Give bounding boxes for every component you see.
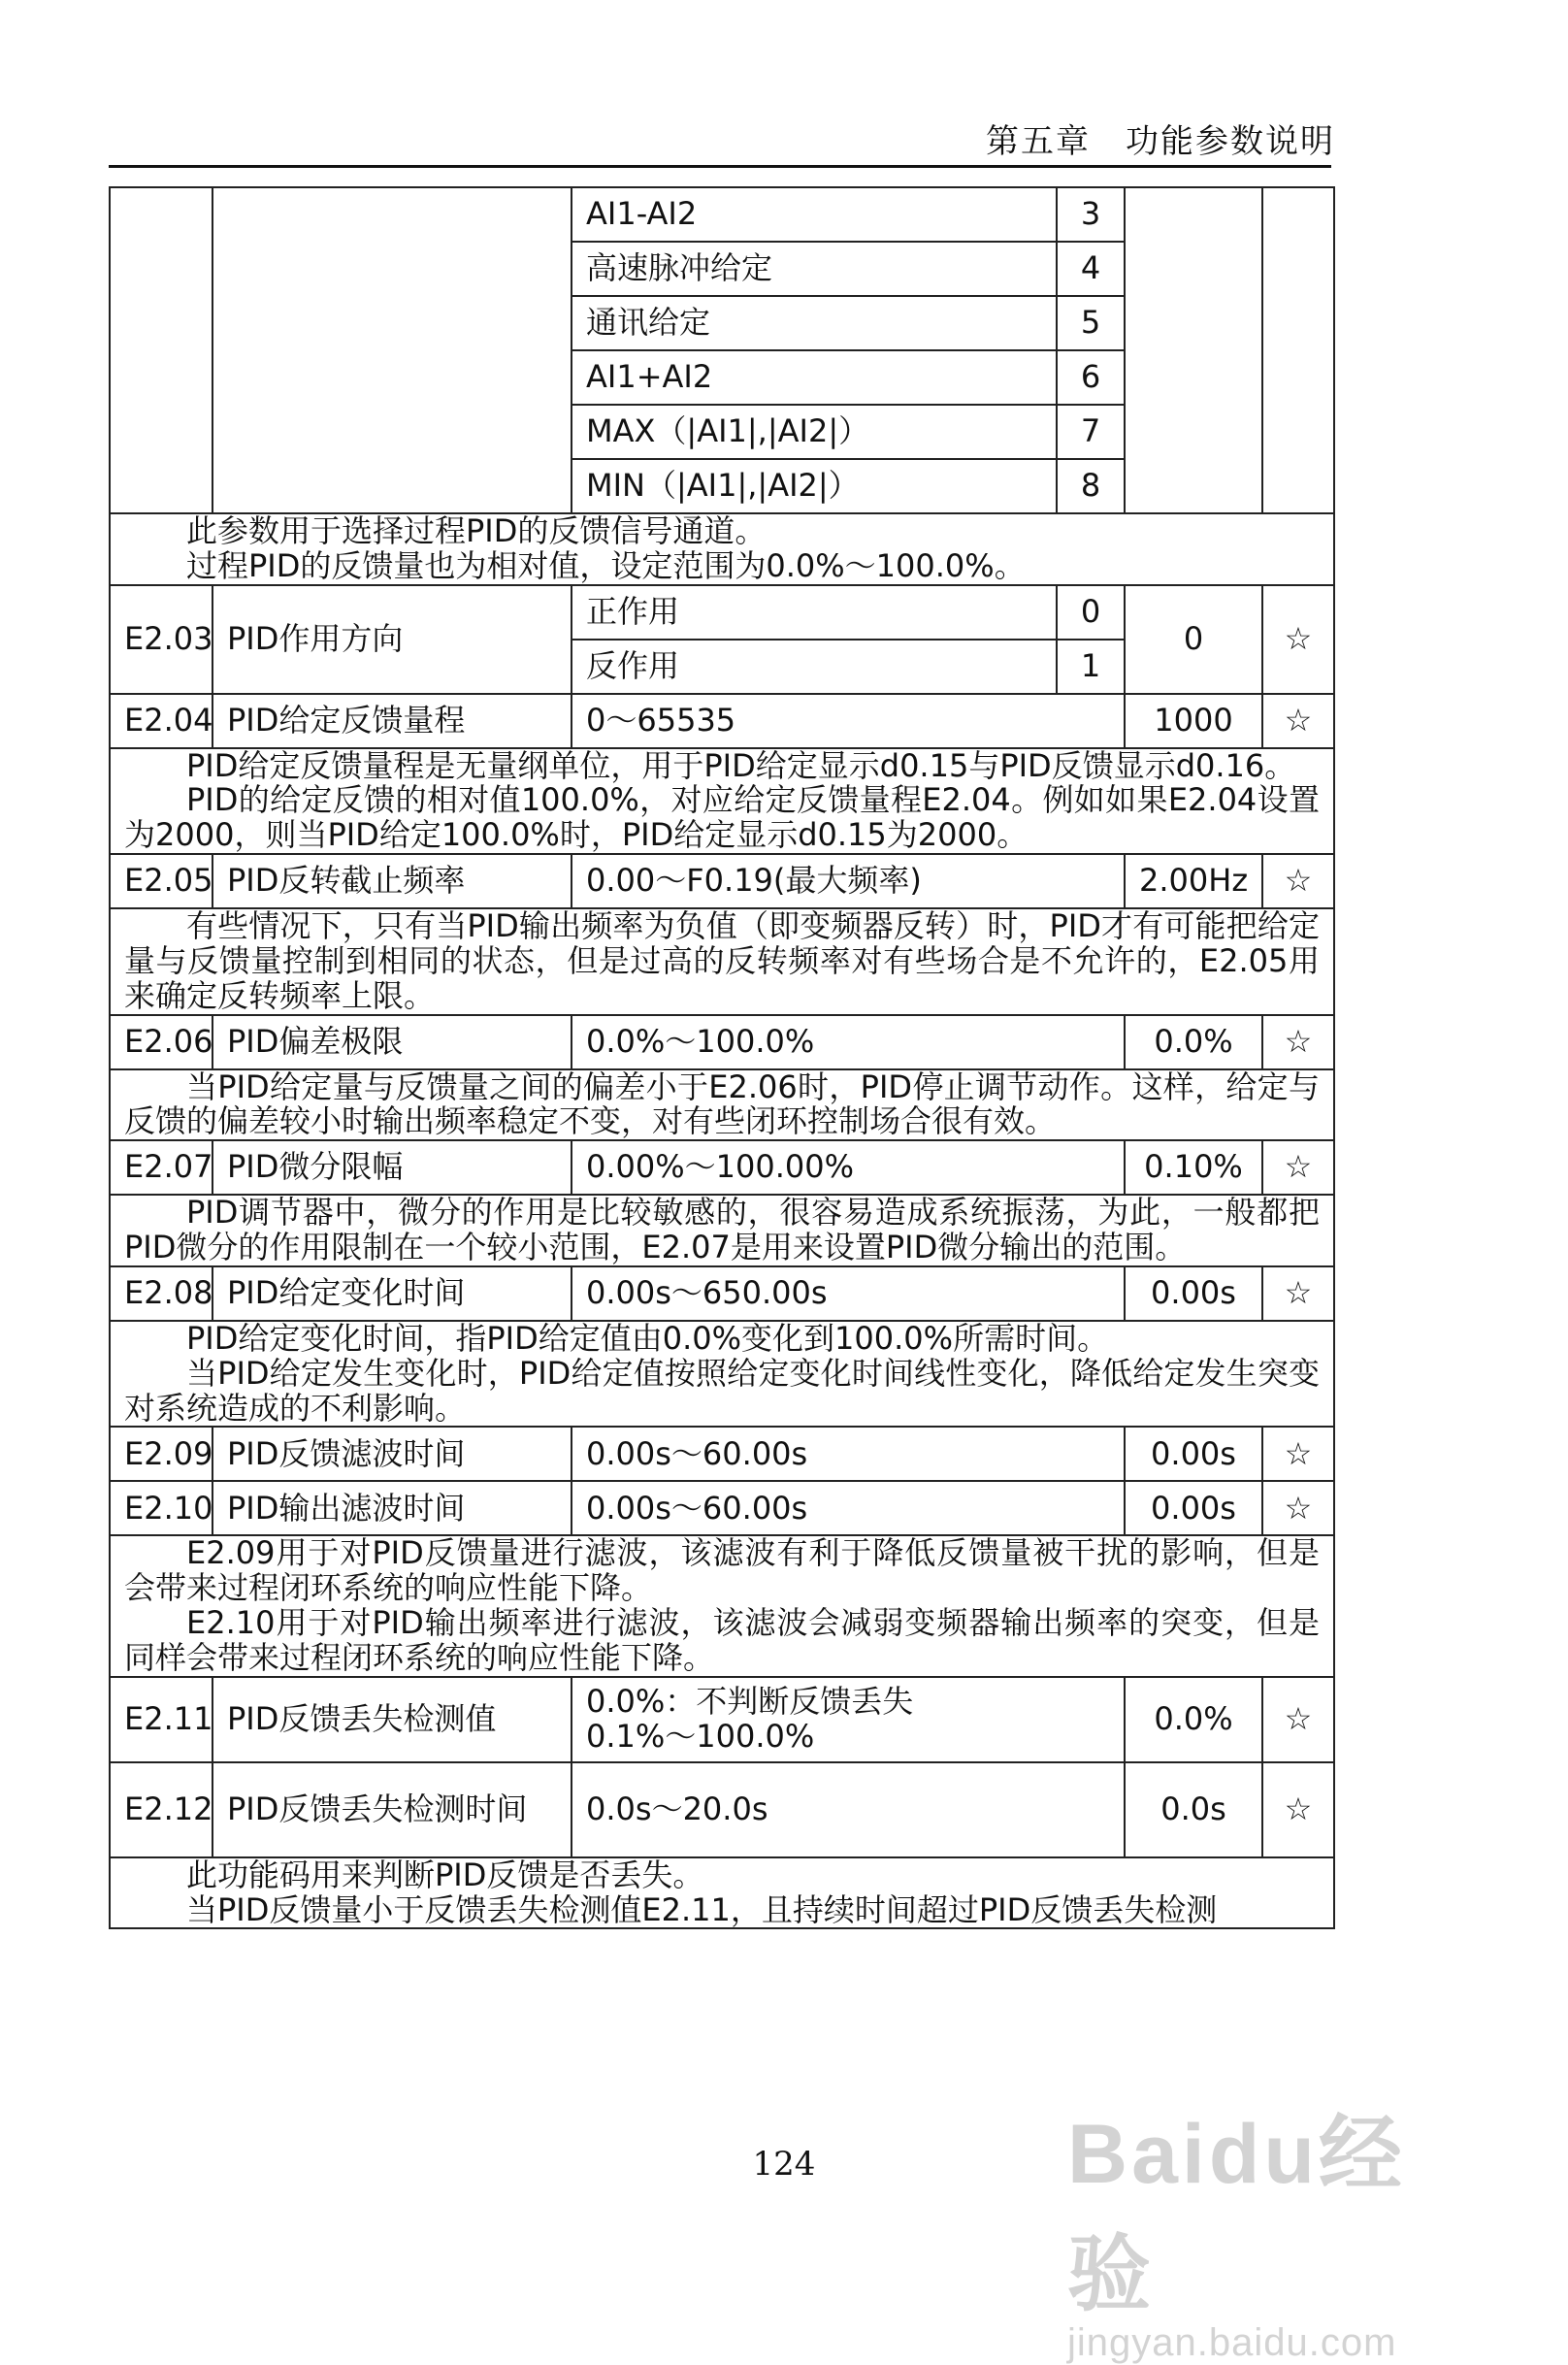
table-row	[110, 187, 1334, 242]
description-row	[110, 1857, 1334, 1929]
param-name: PID给定变化时间	[212, 1266, 572, 1321]
param-default: 0.0%	[1125, 1015, 1262, 1069]
description-row	[110, 1069, 1334, 1141]
description-row	[110, 513, 1334, 585]
option-value: 8	[1057, 459, 1125, 513]
description: PID调节器中，微分的作用是比较敏感的，很容易造成系统振荡，为此，一般都把PID微分的作用限制在一个较小范围，E2.07是用来设置PID微分输出的范围。	[110, 1195, 1334, 1266]
option-value: 0	[1057, 585, 1125, 640]
mark-cell	[1262, 187, 1334, 513]
param-name: PID给定反馈量程	[212, 694, 572, 748]
table-row	[110, 1427, 1334, 1481]
option-label: MAX（|AI1|,|AI2|）	[572, 405, 1057, 459]
param-range: 0～65535	[572, 694, 1125, 748]
option-value: 3	[1057, 187, 1125, 242]
description-row	[110, 748, 1334, 854]
param-range: 0.0s～20.0s	[572, 1762, 1125, 1857]
table-row	[110, 854, 1334, 908]
param-range: 0.00～F0.19(最大频率)	[572, 854, 1125, 908]
param-name: PID偏差极限	[212, 1015, 572, 1069]
option-label: MIN（|AI1|,|AI2|）	[572, 459, 1057, 513]
star-icon: ☆	[1262, 1140, 1334, 1195]
param-code: E2.10	[110, 1481, 212, 1535]
description: PID给定变化时间，指PID给定值由0.0%变化到100.0%所需时间。 当PID给定发生变化时，PID给定值按照给定变化时间线性变化，降低给定发生突变对系统造成的不利影响。	[110, 1321, 1334, 1427]
parameter-table	[109, 186, 1335, 1929]
option-value: 1	[1057, 640, 1125, 694]
param-code: E2.05	[110, 854, 212, 908]
param-default: 0.10%	[1125, 1140, 1262, 1195]
watermark-logo: Baidu经验	[1067, 2108, 1406, 2321]
param-code: E2.09	[110, 1427, 212, 1481]
description: PID给定反馈量程是无量纲单位，用于PID给定显示d0.15与PID反馈显示d0.16。 PID的给定反馈的相对值100.0%，对应给定反馈量程E2.04。例如如果E2.04设置为2000，则当PID给定100.0%时，PID给定显示d0.15为2000。	[110, 748, 1334, 854]
param-range: 0.00s～60.00s	[572, 1481, 1125, 1535]
param-code: E2.11	[110, 1677, 212, 1762]
description: 此参数用于选择过程PID的反馈信号通道。 过程PID的反馈量也为相对值，设定范围为0.0%～100.0%。	[110, 513, 1334, 585]
name-cell	[212, 187, 572, 513]
param-default: 0.0s	[1125, 1762, 1262, 1857]
watermark-site: jingyan.baidu.com	[1067, 2321, 1397, 2364]
table-row	[110, 585, 1334, 640]
star-icon: ☆	[1262, 694, 1334, 748]
param-code: E2.08	[110, 1266, 212, 1321]
range-line: 0.0%：不判断反馈丢失	[586, 1682, 914, 1720]
param-range: 0.00%～100.00%	[572, 1140, 1125, 1195]
option-label: 正作用	[572, 585, 1057, 640]
param-default: 0.00s	[1125, 1427, 1262, 1481]
option-label: 反作用	[572, 640, 1057, 694]
param-name: PID反馈丢失检测时间	[212, 1762, 572, 1857]
star-icon: ☆	[1262, 585, 1334, 694]
option-value: 7	[1057, 405, 1125, 459]
range-line: 0.1%～100.0%	[586, 1717, 815, 1755]
page-number: 124	[752, 2145, 816, 2184]
star-icon: ☆	[1262, 1762, 1334, 1857]
param-name: PID微分限幅	[212, 1140, 572, 1195]
param-range: 0.00s～60.00s	[572, 1427, 1125, 1481]
param-name: PID反馈滤波时间	[212, 1427, 572, 1481]
star-icon: ☆	[1262, 1015, 1334, 1069]
chapter-header: 第五章 功能参数说明	[986, 122, 1335, 161]
param-name: PID作用方向	[212, 585, 572, 694]
param-code: E2.04	[110, 694, 212, 748]
description: 此功能码用来判断PID反馈是否丢失。 当PID反馈量小于反馈丢失检测值E2.11，且持续时间超过PID反馈丢失检测	[110, 1857, 1334, 1929]
description-row	[110, 1321, 1334, 1427]
option-value: 4	[1057, 242, 1125, 296]
param-default: 2.00Hz	[1125, 854, 1262, 908]
star-icon: ☆	[1262, 1427, 1334, 1481]
param-default: 0.00s	[1125, 1266, 1262, 1321]
param-code: E2.03	[110, 585, 212, 694]
star-icon: ☆	[1262, 1677, 1334, 1762]
option-label: AI1+AI2	[572, 350, 1057, 405]
option-value: 5	[1057, 296, 1125, 350]
star-icon: ☆	[1262, 854, 1334, 908]
param-range: 0.0%～100.0%	[572, 1015, 1125, 1069]
param-default: 0	[1125, 585, 1262, 694]
option-label: 高速脉冲给定	[572, 242, 1057, 296]
table-row	[110, 694, 1334, 748]
description: 有些情况下，只有当PID输出频率为负值（即变频器反转）时，PID才有可能把给定量与反馈量控制到相同的状态，但是过高的反转频率对有些场合是不允许的，E2.05用来确定反转频率上限。	[110, 908, 1334, 1014]
param-name: PID反馈丢失检测值	[212, 1677, 572, 1762]
option-label: 通讯给定	[572, 296, 1057, 350]
table-row	[110, 1481, 1334, 1535]
header-rule	[109, 165, 1331, 168]
param-default: 0.0%	[1125, 1677, 1262, 1762]
param-name: PID输出滤波时间	[212, 1481, 572, 1535]
star-icon: ☆	[1262, 1481, 1334, 1535]
option-label: AI1-AI2	[572, 187, 1057, 242]
option-value: 6	[1057, 350, 1125, 405]
description-row	[110, 1535, 1334, 1676]
table-row	[110, 1266, 1334, 1321]
description-row	[110, 1195, 1334, 1266]
table-row	[110, 1140, 1334, 1195]
param-default: 1000	[1125, 694, 1262, 748]
description: E2.09用于对PID反馈量进行滤波，该滤波有利于降低反馈量被干扰的影响，但是会带来过程闭环系统的响应性能下降。 E2.10用于对PID输出频率进行滤波，该滤波会减弱变频器输出频率的突变，但是同样会带来过程闭环系统的响应性能下降。	[110, 1535, 1334, 1676]
default-cell	[1125, 187, 1262, 513]
table-row	[110, 1677, 1334, 1762]
table-row	[110, 1762, 1334, 1857]
param-default: 0.00s	[1125, 1481, 1262, 1535]
table-row	[110, 1015, 1334, 1069]
param-code: E2.12	[110, 1762, 212, 1857]
code-cell	[110, 187, 212, 513]
param-code: E2.06	[110, 1015, 212, 1069]
param-name: PID反转截止频率	[212, 854, 572, 908]
param-range: 0.00s～650.00s	[572, 1266, 1125, 1321]
param-range	[572, 1677, 1125, 1762]
star-icon: ☆	[1262, 1266, 1334, 1321]
param-code: E2.07	[110, 1140, 212, 1195]
description: 当PID给定量与反馈量之间的偏差小于E2.06时，PID停止调节动作。这样，给定与反馈的偏差较小时输出频率稳定不变，对有些闭环控制场合很有效。	[110, 1069, 1334, 1141]
baidu-watermark	[1067, 2086, 1475, 2364]
description-row	[110, 908, 1334, 1014]
